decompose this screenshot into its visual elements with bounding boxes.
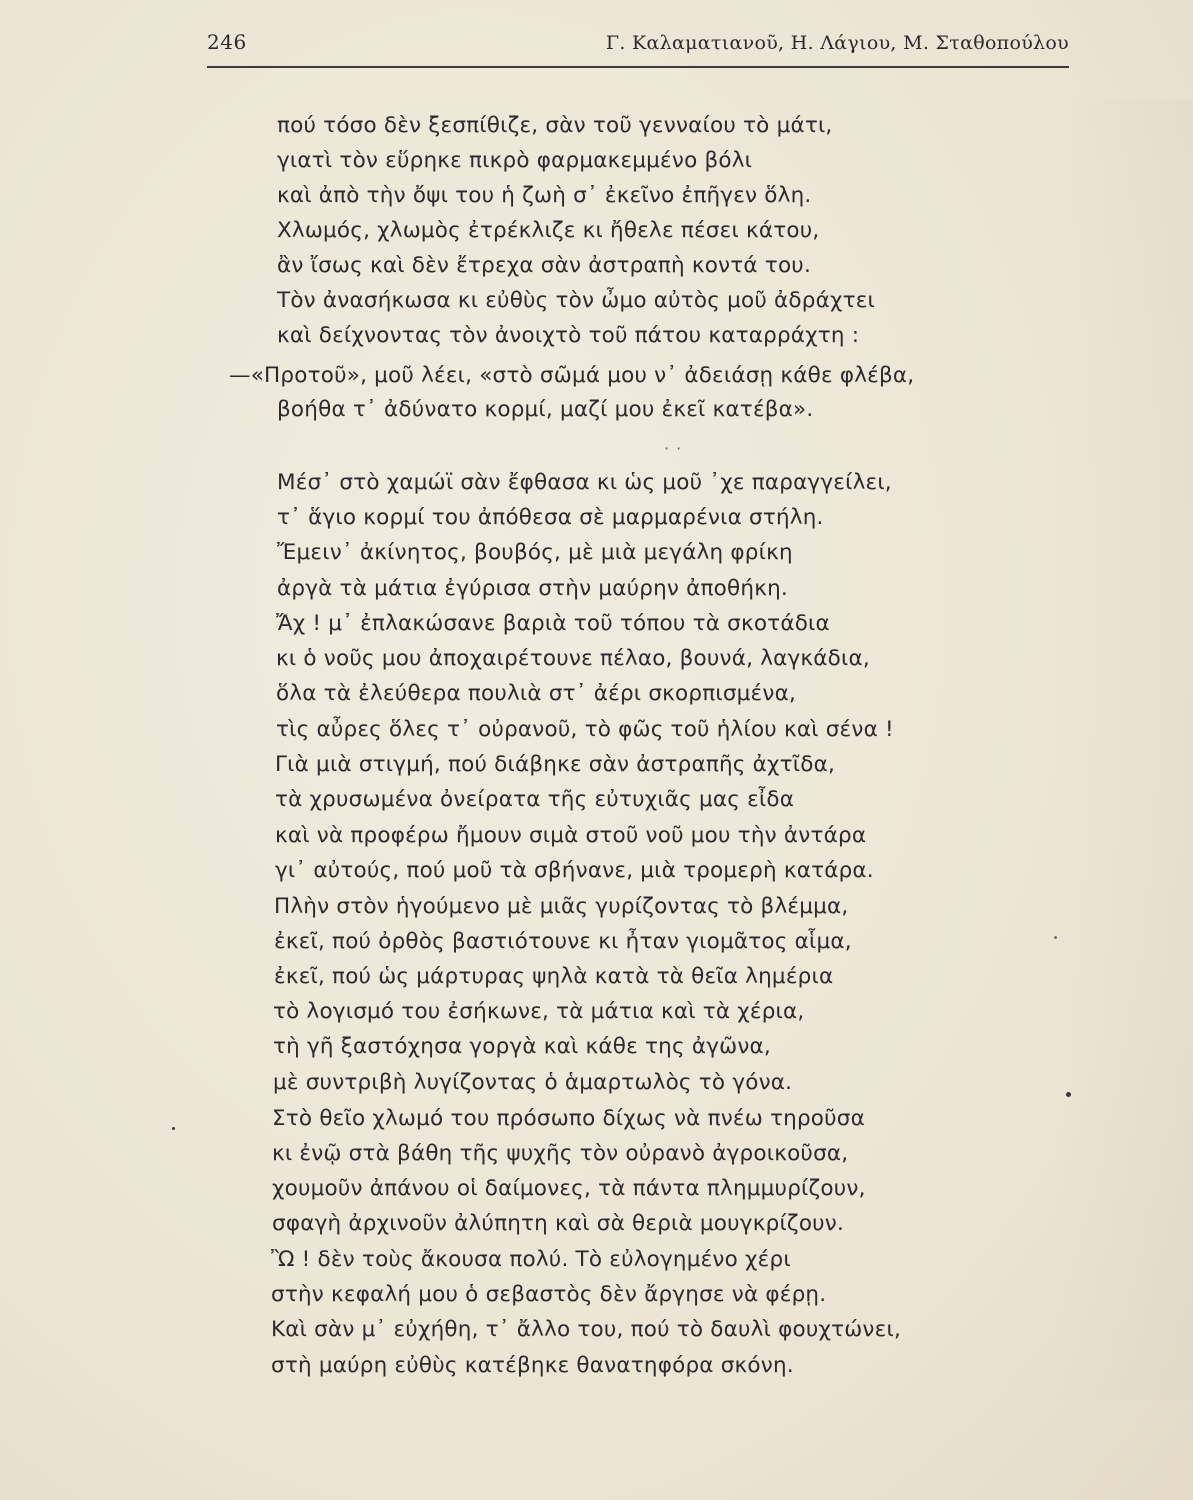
poem-line: ἐκεῖ, πού ὀρθὸς βαστιότουνε κι ἦταν γιομᾶτος αἷμα, bbox=[274, 929, 852, 954]
poem-line: Πλὴν στὸν ἡγούμενο μὲ μιᾶς γυρίζοντας τὸ βλέμμα, bbox=[274, 894, 849, 919]
poem-line: τὶς αὖρες ὅλες τ᾽ οὐρανοῦ, τὸ φῶς τοῦ ἡλίου καὶ σένα ! bbox=[276, 717, 894, 742]
poem-line: γι᾽ αὐτούς, πού μοῦ τὰ σβήνανε, μιὰ τρομερὴ κατάρα. bbox=[275, 858, 874, 883]
ink-speck bbox=[172, 1127, 175, 1130]
poem-line: ὅλα τὰ ἐλεύθερα πουλιὰ στ᾽ ἀέρι σκορπισμένα, bbox=[276, 681, 796, 706]
poem-line: Τὸν ἀνασήκωσα κι εὐθὺς τὸν ὦμο αὐτὸς μοῦ ἀδράχτει bbox=[277, 288, 876, 313]
poem-line: βοήθα τ᾽ ἀδύνατο κορμί, μαζί μου ἐκεῖ κατέβα». bbox=[277, 397, 814, 422]
poem-line: ἀργὰ τὰ μάτια ἐγύρισα στὴν μαύρην ἀποθήκη. bbox=[277, 576, 788, 601]
poem-line: Ἔμειν᾽ ἀκίνητος, βουβός, μὲ μιὰ μεγάλη φρίκη bbox=[277, 540, 793, 565]
poem-line: Χλωμός, χλωμὸς ἐτρέκλιζε κι ἤθελε πέσει κάτου, bbox=[277, 218, 820, 243]
ink-speck bbox=[1066, 1092, 1071, 1097]
poem-line: καὶ ἀπὸ τὴν ὄψι του ἡ ζωὴ σ᾽ ἐκεῖνο ἐπῆγεν ὅλη. bbox=[277, 183, 812, 208]
poem-line: τ᾽ ἅγιο κορμί του ἀπόθεσα σὲ μαρμαρένια στήλη. bbox=[277, 505, 824, 530]
poem-line: Ἄχ ! μ᾽ ἐπλακώσανε βαριὰ τοῦ τόπου τὰ σκοτάδια bbox=[276, 611, 830, 636]
poem-line: καὶ νὰ προφέρω ἤμουν σιμὰ στοῦ νοῦ μου τὴν ἀντάρα bbox=[275, 823, 867, 848]
page-number: 246 bbox=[207, 30, 247, 54]
poem-line: κι ὁ νοῦς μου ἀποχαιρέτουνε πέλαο, βουνά, λαγκάδια, bbox=[276, 646, 870, 671]
ink-speck bbox=[1054, 936, 1057, 939]
poem-line: στὴν κεφαλή μου ὁ σεβαστὸς δὲν ἄργησε νὰ φέρῃ. bbox=[271, 1282, 827, 1307]
poem-line: Ὢ ! δὲν τοὺς ἄκουσα πολύ. Τὸ εὐλογημένο χέρι bbox=[271, 1247, 791, 1272]
poem-line: Γιὰ μιὰ στιγμή, πού διάβηκε σὰν ἀστραπῆς ἀχτῖδα, bbox=[275, 752, 836, 777]
running-head: Γ. Καλαματιανοῦ, Η. Λάγιου, Μ. Σταθοπούλου bbox=[605, 32, 1069, 54]
poem-line: γιατὶ τὸν εὕρηκε πικρὸ φαρμακεμμένο βόλι bbox=[277, 148, 753, 173]
page-header bbox=[207, 28, 1069, 64]
poem-line: τὸ λογισμό του ἐσήκωνε, τὰ μάτια καὶ τὰ χέρια, bbox=[273, 999, 805, 1024]
poem-line: μὲ συντριβὴ λυγίζοντας ὁ ἁμαρτωλὸς τὸ γόνα. bbox=[273, 1070, 793, 1095]
poem-line: τὴ γῆ ξαστόχησα γοργὰ καὶ κάθε της ἀγῶνα, bbox=[273, 1034, 771, 1059]
poem-line: Καὶ σὰν μ᾽ εὐχήθη, τ᾽ ἄλλο του, πού τὸ δαυλὶ φουχτώνει, bbox=[271, 1317, 901, 1342]
poem-line: τὰ χρυσωμένα ὀνείρατα τῆς εὐτυχιᾶς μας εἶδα bbox=[275, 787, 795, 812]
poem-line: στὴ μαύρη εὐθὺς κατέβηκε θανατηφόρα σκόνη. bbox=[271, 1353, 794, 1378]
poem-line: χουμοῦν ἀπάνου οἱ δαίμονες, τὰ πάντα πλημμυρίζουν, bbox=[272, 1176, 866, 1201]
poem-line: καὶ δείχνοντας τὸν ἀνοιχτὸ τοῦ πάτου καταρράχτη : bbox=[277, 323, 860, 348]
poem-line: σφαγὴ ἀρχινοῦν ἀλύπητη καὶ σὰ θεριὰ μουγκρίζουν. bbox=[272, 1211, 845, 1236]
poem-line: πού τόσο δὲν ξεσπίθιζε, σὰν τοῦ γενναίου τὸ μάτι, bbox=[277, 113, 833, 138]
poem-line: κι ἐνῷ στὰ βάθη τῆς ψυχῆς τὸν οὐρανὸ ἀγροικοῦσα, bbox=[272, 1141, 849, 1166]
poem-line: ἂν ἴσως καὶ δὲν ἔτρεχα σὰν ἀστραπὴ κοντά του. bbox=[277, 253, 811, 278]
poem-line: ἐκεῖ, πού ὡς μάρτυρας ψηλὰ κατὰ τὰ θεῖα λημέρια bbox=[274, 964, 834, 989]
bleed-through-shadow bbox=[1053, 100, 1193, 1400]
poem-line: Στὸ θεῖο χλωμό του πρόσωπο δίχως νὰ πνέω τηροῦσα bbox=[272, 1106, 865, 1131]
stanza-separator: · · bbox=[664, 439, 683, 458]
poem-line: —«Προτοῦ», μοῦ λέει, «στὸ σῶμά μου ν᾽ ἀδειάσῃ κάθε φλέβα, bbox=[229, 363, 915, 388]
header-rule bbox=[207, 66, 1069, 68]
poem-line: Μέσ᾽ στὸ χαμώϊ σὰν ἔφθασα κι ὡς μοῦ ᾽χε παραγγείλει, bbox=[277, 470, 892, 495]
